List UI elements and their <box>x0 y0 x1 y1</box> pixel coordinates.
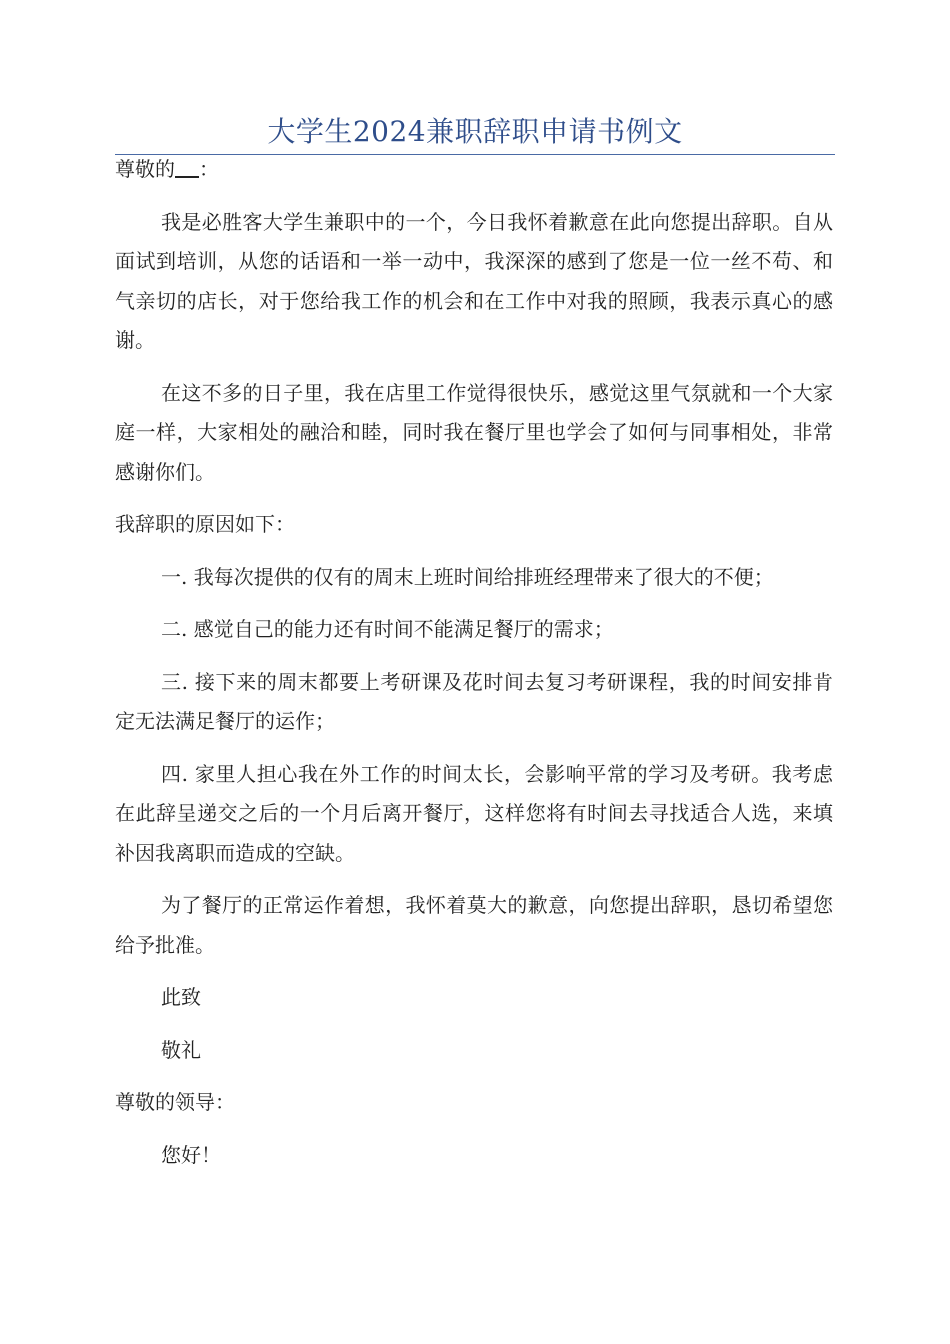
closing-line-1: 此致 <box>161 985 201 1009</box>
paragraph: 在这不多的日子里，我在店里工作觉得很快乐，感觉这里气氛就和一个大家庭一样，大家相处的融洽和睦，同时我在餐厅里也学会了如何与同事相处，非常感谢你们。 <box>115 380 833 484</box>
second-greeting: 尊敬的领导： <box>115 1090 235 1114</box>
reason-item: 三. 接下来的周末都要上考研课及花时间去复习考研课程，我的时间安排肯定无法满足餐厅的运作； <box>115 669 833 733</box>
closing-paragraph: 为了餐厅的正常运作着想，我怀着莫大的歉意，向您提出辞职，恳切希望您给予批准。 <box>115 893 833 957</box>
greeting-blank <box>175 154 199 178</box>
paragraph: 我是必胜客大学生兼职中的一个，今日我怀着歉意在此向您提出辞职。自从面试到培训，从您的话语和一举一动中，我深深的感到了您是一位一丝不苟、和气亲切的店长，对于您给我工作的机会和在工作中对我的照顾，我表示真心的感谢。 <box>115 209 833 352</box>
second-salutation: 您好！ <box>161 1142 221 1167</box>
closing-line-2: 敬礼 <box>161 1037 201 1062</box>
greeting-suffix: ： <box>199 157 219 181</box>
page-title: 大学生2024兼职辞职申请书例文 <box>267 115 683 148</box>
greeting-line <box>115 150 833 190</box>
reason-item: 一. 我每次提供的仅有的周末上班时间给排班经理带来了很大的不便； <box>161 564 774 589</box>
reason-item: 四. 家里人担心我在外工作的时间太长，会影响平常的学习及考研。我考虑在此辞呈递交之后的一个月后离开餐厅，这样您将有时间去寻找适合人选，来填补因我离职而造成的空缺。 <box>115 761 833 865</box>
reasons-heading: 我辞职的原因如下： <box>115 512 295 536</box>
reason-item: 二. 感觉自己的能力还有时间不能满足餐厅的需求； <box>161 617 614 641</box>
greeting-prefix: 尊敬的 <box>115 157 175 181</box>
document-body <box>115 150 833 1188</box>
